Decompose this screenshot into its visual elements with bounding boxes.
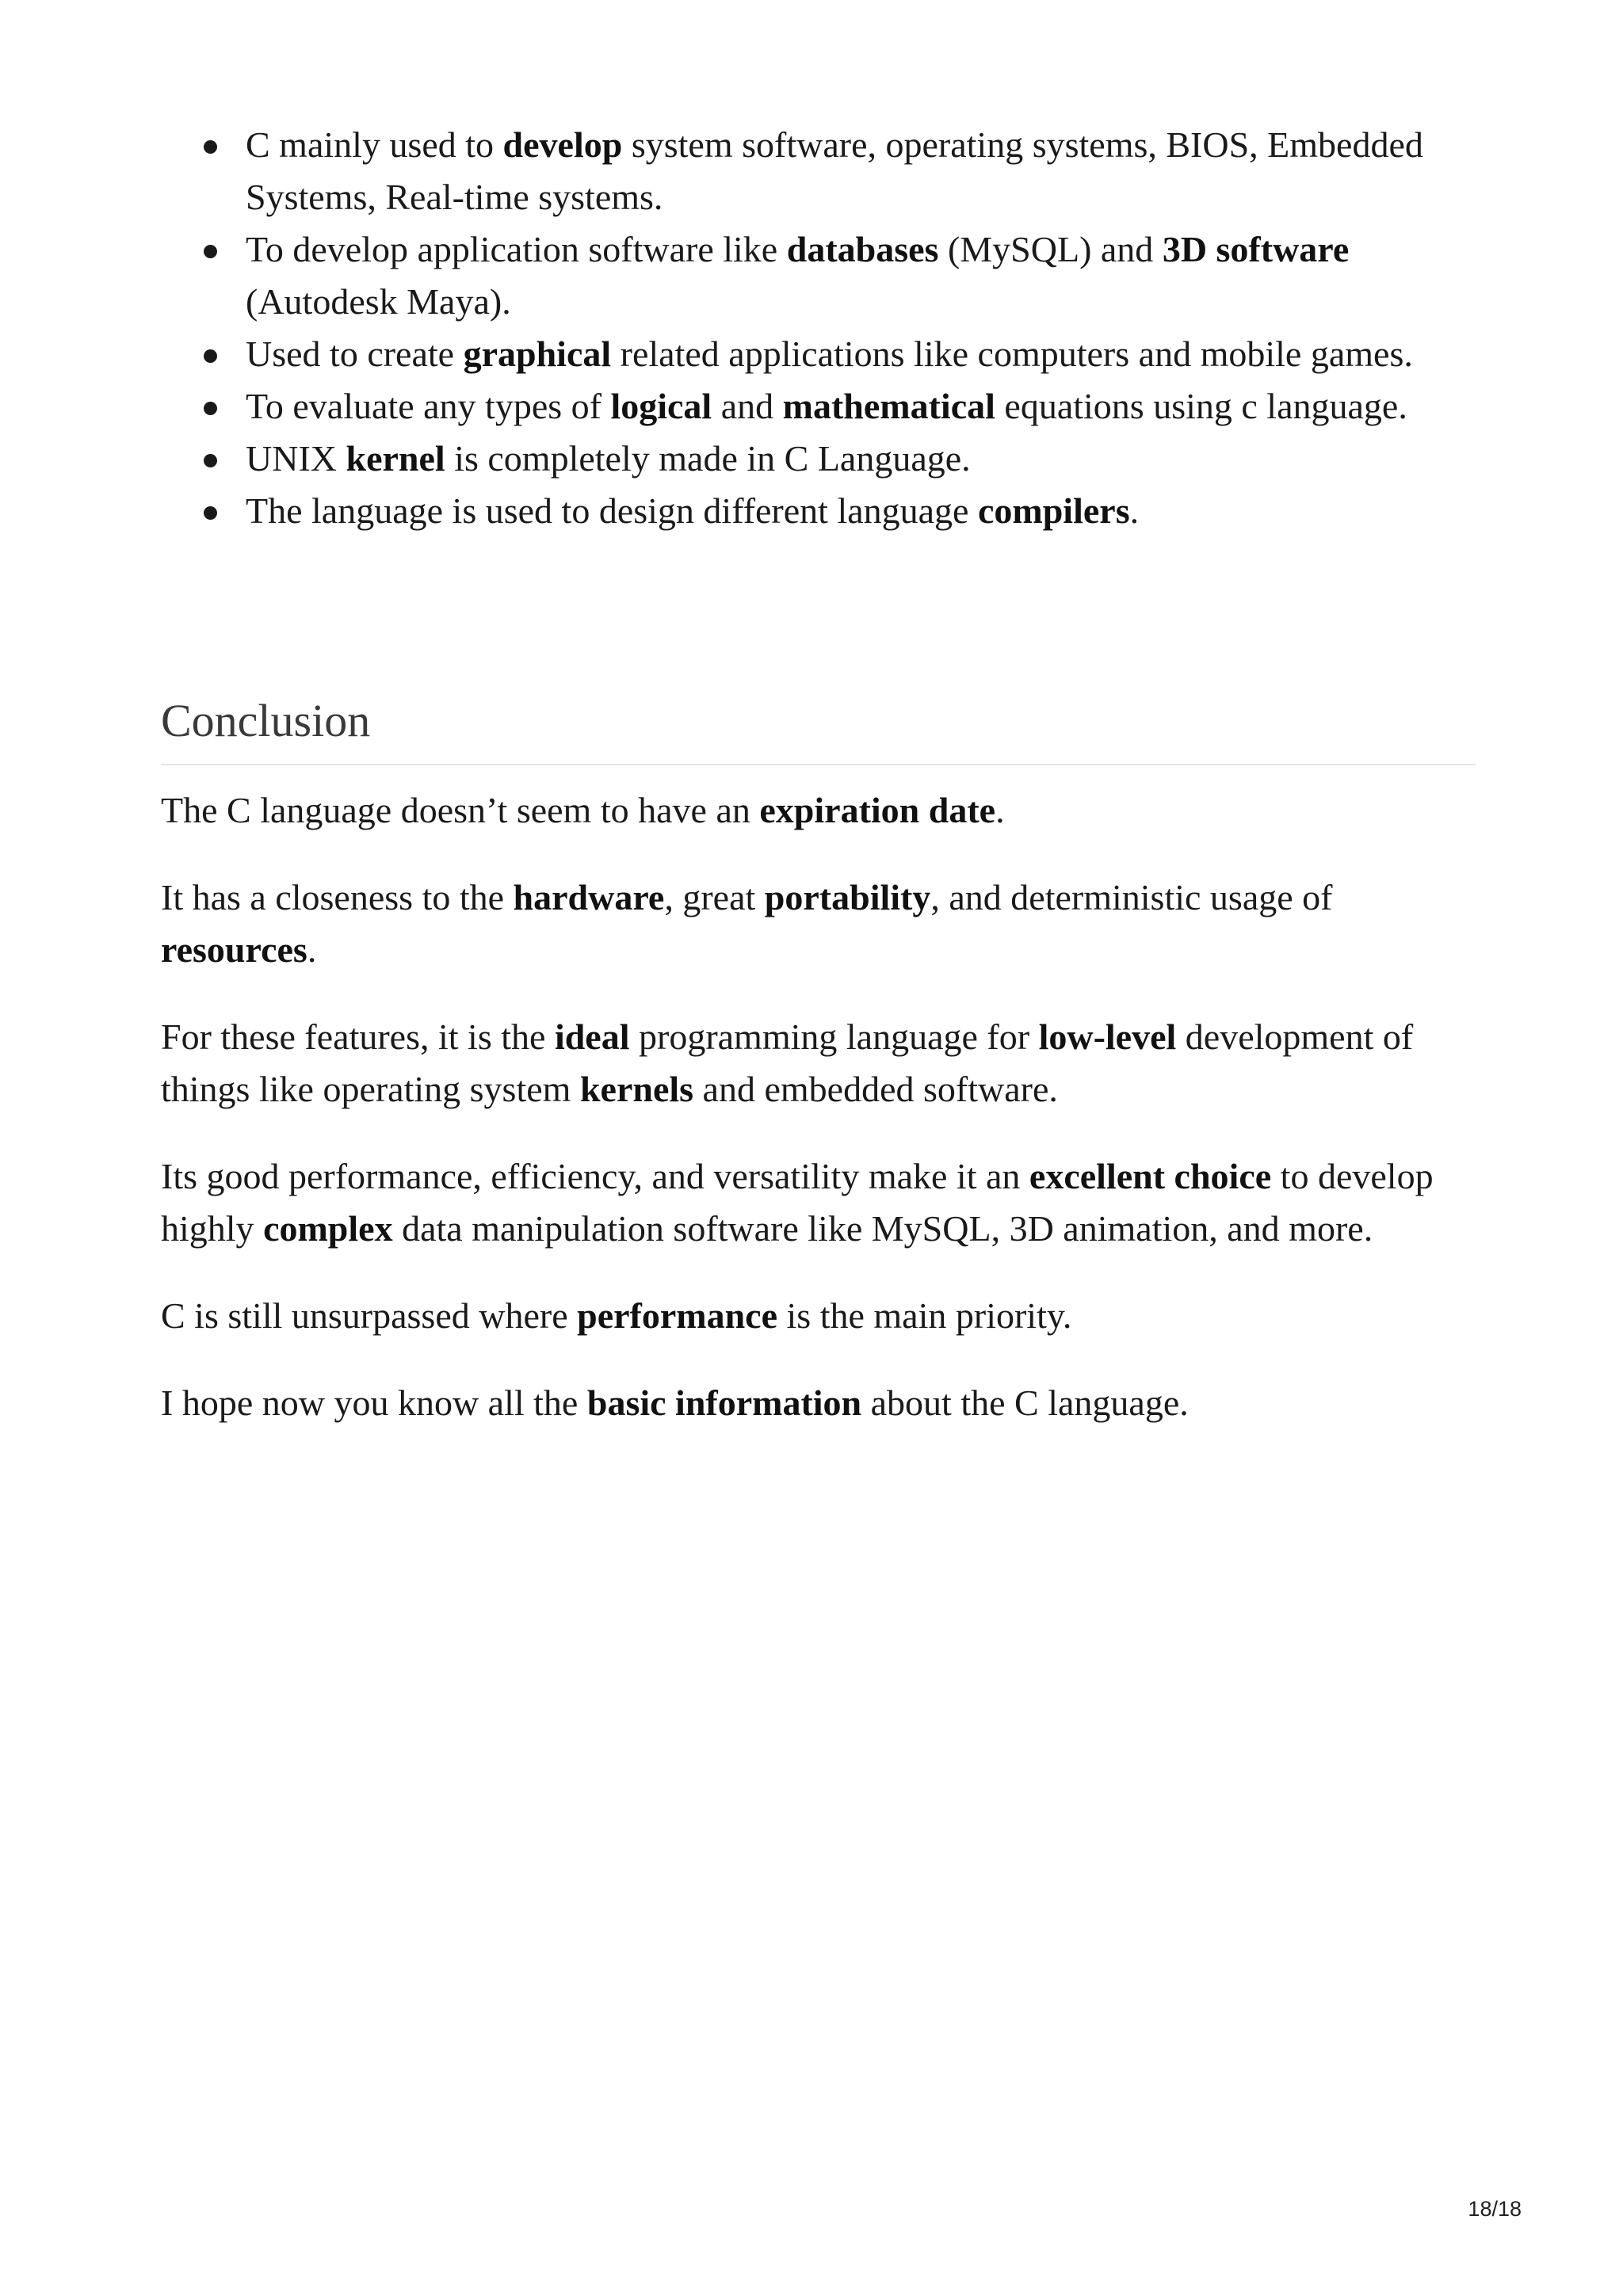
heading-divider xyxy=(161,764,1476,765)
body-text: to develop highly xyxy=(161,1156,1434,1249)
paragraph xyxy=(161,1290,1476,1342)
emphasis-text: ideal xyxy=(554,1016,630,1057)
body-text: is the main priority. xyxy=(777,1295,1072,1336)
body-text: and embedded software. xyxy=(693,1069,1058,1109)
bullet-icon xyxy=(204,349,217,363)
list-item xyxy=(161,380,1476,433)
body-text: It has a closeness to the xyxy=(161,877,514,917)
body-text: is completely made in C Language. xyxy=(445,438,971,479)
list-item xyxy=(161,223,1476,328)
emphasis-text: kernel xyxy=(346,438,445,479)
body-text: For these features, it is the xyxy=(161,1016,555,1057)
body-text: programming language for xyxy=(629,1016,1039,1057)
emphasis-text: 3D software xyxy=(1162,229,1350,269)
paragraph xyxy=(161,1150,1476,1255)
bullet-icon xyxy=(204,402,217,415)
body-text: Used to create xyxy=(246,334,464,374)
body-text: (Autodesk Maya). xyxy=(246,281,511,322)
paragraph xyxy=(161,1011,1476,1116)
paragraph xyxy=(161,784,1476,837)
body-text: Its good performance, efficiency, and versatility make it an xyxy=(161,1156,1029,1196)
bullet-icon xyxy=(204,140,217,154)
body-text: development of things like operating system xyxy=(161,1016,1414,1109)
body-text: C is still unsurpassed where xyxy=(161,1295,578,1336)
list-item xyxy=(161,433,1476,485)
body-text: To develop application software like xyxy=(246,229,787,269)
body-text: and xyxy=(712,386,783,426)
bullet-icon xyxy=(204,245,217,258)
body-text: C mainly used to xyxy=(246,124,503,165)
body-text: , and deterministic usage of xyxy=(930,877,1333,917)
body-text: equations using c language. xyxy=(995,386,1407,426)
emphasis-text: logical xyxy=(610,386,712,426)
paragraph xyxy=(161,871,1476,976)
body-text: To evaluate any types of xyxy=(246,386,611,426)
body-text: I hope now you know all the xyxy=(161,1383,587,1423)
bullet-icon xyxy=(204,454,217,467)
emphasis-text: mathematical xyxy=(782,386,995,426)
paragraph xyxy=(161,1377,1476,1429)
emphasis-text: graphical xyxy=(463,334,612,374)
emphasis-text: performance xyxy=(577,1295,778,1336)
emphasis-text: resources xyxy=(161,929,307,970)
body-text: . xyxy=(995,790,1005,830)
body-text: about the C language. xyxy=(861,1383,1189,1423)
emphasis-text: excellent choice xyxy=(1029,1156,1272,1196)
emphasis-text: compilers xyxy=(977,490,1130,531)
bullet-icon xyxy=(204,506,217,520)
emphasis-text: complex xyxy=(263,1208,393,1249)
emphasis-text: databases xyxy=(786,229,939,269)
body-text: The C language doesn’t seem to have an xyxy=(161,790,760,830)
page-number: 18/18 xyxy=(1468,2197,1522,2221)
body-text: system software, operating systems, BIOS, Embedded Systems, Real-time systems. xyxy=(246,124,1423,217)
body-text: related applications like computers and mobile games. xyxy=(611,334,1413,374)
emphasis-text: develop xyxy=(502,124,623,165)
body-text: (MySQL) and xyxy=(938,229,1163,269)
body-text: UNIX xyxy=(246,438,346,479)
conclusion-body xyxy=(161,784,1476,1464)
emphasis-text: expiration date xyxy=(759,790,996,830)
conclusion-heading: Conclusion xyxy=(161,695,371,746)
list-item xyxy=(161,485,1476,537)
emphasis-text: basic information xyxy=(586,1383,862,1423)
body-text: . xyxy=(307,929,317,970)
body-text: data manipulation software like MySQL, 3D animation, and more. xyxy=(392,1208,1373,1249)
emphasis-text: hardware xyxy=(513,877,665,917)
list-item xyxy=(161,119,1476,223)
body-text: . xyxy=(1129,490,1140,531)
emphasis-text: portability xyxy=(764,877,931,917)
c-uses-list xyxy=(161,119,1476,537)
emphasis-text: kernels xyxy=(579,1069,694,1109)
emphasis-text: low-level xyxy=(1038,1016,1177,1057)
body-text: , great xyxy=(664,877,765,917)
list-item xyxy=(161,328,1476,380)
body-text: The language is used to design different language xyxy=(246,490,978,531)
